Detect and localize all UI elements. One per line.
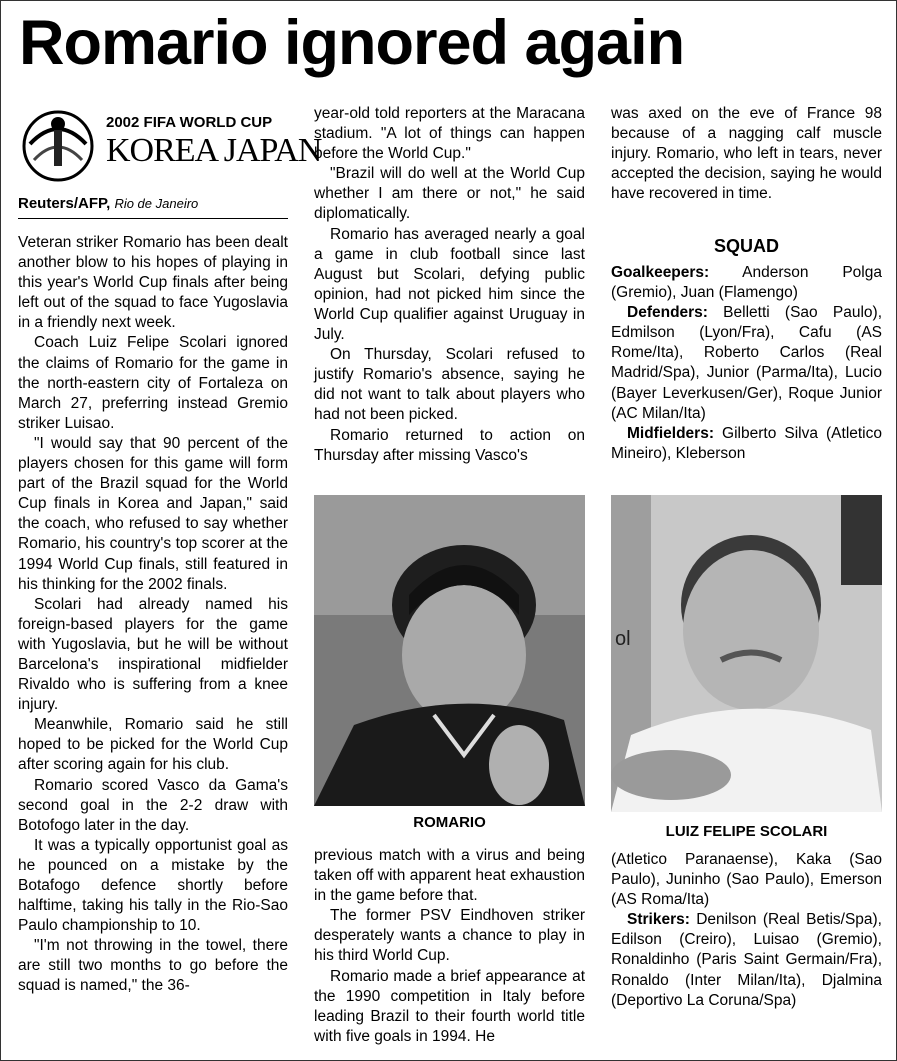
scolari-photo xyxy=(611,495,882,812)
squad-defenders xyxy=(611,303,882,424)
squad-list-bottom xyxy=(611,850,882,1011)
paragraph: Coach Luiz Felipe Scolari ignored the claims of Romario for the game in the north-eastern city of Fortaleza on March 27, preferring instead Gremio striker Luisao. xyxy=(18,334,288,432)
romario-photo xyxy=(314,495,585,806)
squad-midfielders xyxy=(611,424,882,464)
world-cup-logo xyxy=(18,104,322,186)
byline-agency: Reuters/AFP, xyxy=(18,195,111,212)
photo-caption-romario: ROMARIO xyxy=(413,814,486,831)
byline-location: Rio de Janeiro xyxy=(114,196,199,211)
paragraph: "I'm not throwing in the towel, there are still two months to go before the squad is named," the 36- xyxy=(18,937,288,995)
paragraph: It was a typically opportunist goal as he pounced on a mistake by the Botafogo defence shortly before halftime, taking his tally in the Rio-Sao Paulo championship to 10. xyxy=(18,836,288,935)
paragraph: Veteran striker Romario has been dealt another blow to his hopes of playing in this year's World Cup finals after being left out of the squad to face Yugoslavia in a friendly next week. xyxy=(18,234,288,332)
background-sign-text: ol xyxy=(615,628,631,650)
defenders-label: Defenders: xyxy=(627,304,708,322)
paragraph: year-old told reporters at the Maracana stadium. "A lot of things can happen before the World Cup." xyxy=(314,105,585,163)
paragraph: On Thursday, Scolari refused to justify Romario's absence, saying he did not want to talk about players who had not been picked. xyxy=(314,346,585,424)
paragraph: Scolari had already named his foreign-based players for the game with Yugoslavia, but he will be without Barcelona's inspirational midfielder Rivaldo who is suffering from a knee injury. xyxy=(18,595,288,714)
romario-photo-image xyxy=(314,495,585,806)
goalkeepers-list: Anderson Polga (Gremio), Juan (Flamengo) xyxy=(611,264,882,302)
logo-line-1: 2002 FIFA WORLD CUP xyxy=(106,114,273,131)
defenders-list: Belletti (Sao Paulo), Edmilson (Lyon/Fra), Cafu (AS Rome/Ita), Roberto Carlos (Real Madrid/Spa), Junior (Parma/Ita), Lucio (Bayer Leverkusen/Ger), Roque Junior (AC Milan/Ita) xyxy=(611,304,882,422)
strikers-list: Denilson (Real Betis/Spa), Edilson (Creiro), Luisao (Gremio), Ronaldinho (Paris Saint Germain/Fra), Ronaldo (Inter Milan/Ita), Djalmina (Deportivo La Coruna/Spa) xyxy=(611,911,882,1009)
strikers-label: Strikers: xyxy=(627,911,690,929)
squad-strikers xyxy=(611,910,882,1010)
trophy-emblem-icon xyxy=(18,104,98,186)
midfielders-list: Gilberto Silva (Atletico Mineiro), Kleberson xyxy=(611,424,882,462)
article-column-2-top xyxy=(314,104,585,466)
squad-goalkeepers xyxy=(611,263,882,303)
goalkeepers-label: Goalkeepers: xyxy=(611,264,710,281)
paragraph: The former PSV Eindhoven striker desperately wants a chance to play in his third World Cup. xyxy=(314,907,585,965)
paragraph: "I would say that 90 percent of the players chosen for this game will form part of the Brazil squad for the World Cup finals in Korea and Japan," said the coach, who refused to say whether Romario, his country's top scorer at the 1994 World Cup finals, still featured in his thinking for the 2002 finals. xyxy=(18,434,288,593)
squad-list-top xyxy=(611,263,882,464)
byline xyxy=(18,195,288,219)
article-column-1 xyxy=(18,233,288,997)
paragraph: Romario made a brief appearance at the 1990 competition in Italy before leading Brazil to their fourth world title with five goals in 1994. He xyxy=(314,967,585,1045)
scolari-photo-image xyxy=(611,495,882,812)
photo-caption-scolari: LUIZ FELIPE SCOLARI xyxy=(665,823,828,840)
article-column-2-bottom xyxy=(314,846,585,1047)
headline: Romario ignored again xyxy=(19,8,685,78)
paragraph: Meanwhile, Romario said he still hoped to be picked for the World Cup after scoring again for his club. xyxy=(18,716,288,774)
midfielders-label: Midfielders: xyxy=(627,424,714,442)
paragraph: "Brazil will do well at the World Cup whether I am there or not," he said diplomatically. xyxy=(314,165,585,223)
squad-heading: SQUAD xyxy=(713,236,779,256)
squad-midfielders-continued: (Atletico Paranaense), Kaka (Sao Paulo), Juninho (Sao Paulo), Emerson (AS Roma/Ita) xyxy=(611,851,882,909)
paragraph: Romario scored Vasco da Gama's second goal in the 2-2 draw with Botofogo later in the day. xyxy=(18,776,288,834)
paragraph: previous match with a virus and being taken off with apparent heat exhaustion in the game before that. xyxy=(314,847,585,905)
paragraph: was axed on the eve of France 98 because of a nagging calf muscle injury. Romario, who left in tears, never accepted the decision, saying he would have recovered in time. xyxy=(611,105,882,203)
article-column-3-top xyxy=(611,104,882,204)
paragraph: Romario has averaged nearly a goal a game in club football since last August but Scolari, defying public opinion, had not picked him since the World Cup qualifier against Uruguay in July. xyxy=(314,225,585,344)
paragraph: Romario returned to action on Thursday after missing Vasco's xyxy=(314,426,585,464)
logo-line-2: KOREA JAPAN xyxy=(106,132,322,169)
